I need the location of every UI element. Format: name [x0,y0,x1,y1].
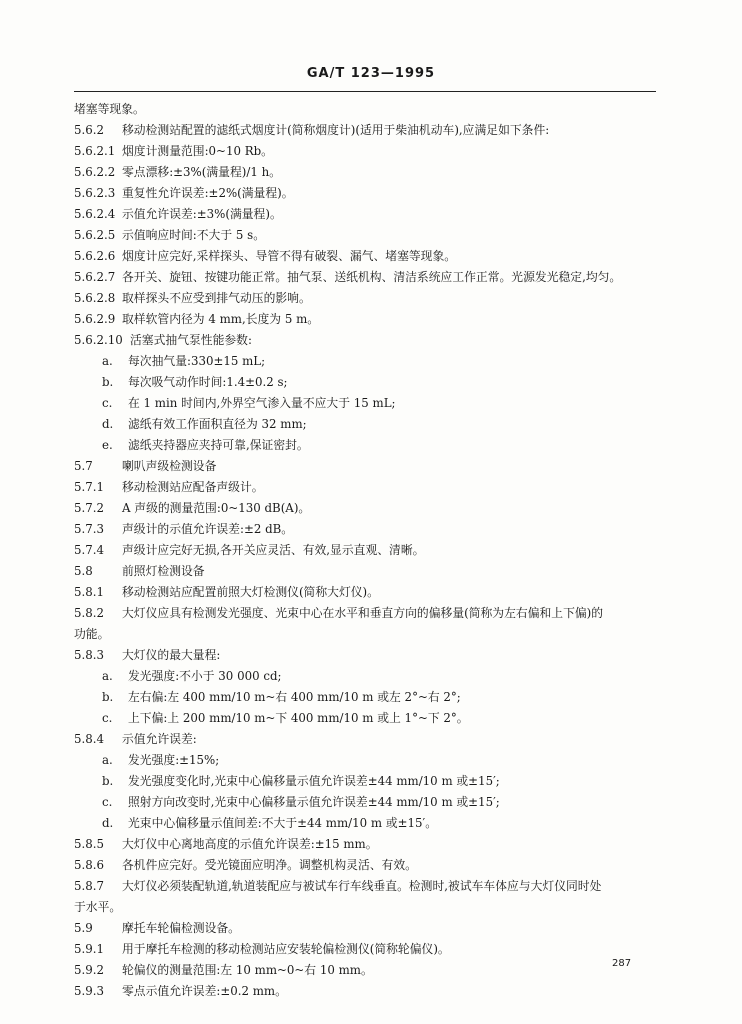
clause-line: 5.7.3 声级计的示值允许误差:±2 dB。 [74,522,294,536]
clause-line: 5.6.2.9 取样软管内径为 4 mm,长度为 5 m。 [74,312,320,326]
clause-line: 5.6.2.1 烟度计测量范围:0~10 Rb。 [74,144,273,158]
clause-line: 5.6.2.4 示值允许误差:±3%(满量程)。 [74,207,282,221]
page-number: 287 [612,958,632,969]
clause-line: 5.6.2 移动检测站配置的滤纸式烟度计(简称烟度计)(适用于柴油机动车),应满足如下条件: [74,123,550,137]
text-line: 堵塞等现象。 [74,102,145,116]
clause-line: 5.9.2 轮偏仪的测量范围:左 10 mm~0~右 10 mm。 [74,963,373,977]
section-heading: 5.7 喇叭声级检测设备 [74,459,217,473]
clause-line: 5.6.2.3 重复性允许误差:±2%(满量程)。 [74,186,294,200]
clause-line: 5.7.2 A 声级的测量范围:0~130 dB(A)。 [74,501,311,515]
clause-line: 5.7.1 移动检测站应配备声级计。 [74,480,264,494]
clause-line: 5.8.3 大灯仪的最大量程: [74,648,221,662]
clause-line: 5.6.2.7 各开关、旋钮、按键功能正常。抽气泵、送纸机构、清洁系统应工作正常。光源发光稳定,均匀。 [74,270,622,284]
list-item: d. 滤纸有效工作面积直径为 32 mm; [102,417,307,431]
page-header: GA/T 123—1995 [306,66,436,81]
section-heading: 5.9 摩托车轮偏检测设备。 [74,921,240,935]
list-item: c. 在 1 min 时间内,外界空气渗入量不应大于 15 mL; [102,396,396,410]
list-item: c. 上下偏:上 200 mm/10 m~下 400 mm/10 m 或上 1°~下 2°。 [102,711,469,725]
clause-line: 5.8.4 示值允许误差: [74,732,197,746]
clause-line: 5.8.2 大灯仪应具有检测发光强度、光束中心在水平和垂直方向的偏移量(简称为左右偏和上下偏)的 [74,606,604,620]
list-item: b. 左右偏:左 400 mm/10 m~右 400 mm/10 m 或左 2°~右 2°; [102,690,461,704]
clause-line: 5.6.2.8 取样探头不应受到排气动压的影响。 [74,291,311,305]
list-item: a. 发光强度:不小于 30 000 cd; [102,669,282,683]
clause-line: 5.9.3 零点示值允许误差:±0.2 mm。 [74,984,287,998]
clause-line: 5.8.5 大灯仪中心离地高度的示值允许误差:±15 mm。 [74,837,378,851]
list-item: d. 光束中心偏移量示值间差:不大于±44 mm/10 m 或±15′。 [102,816,437,830]
clause-line: 5.8.6 各机件应完好。受光镜面应明净。调整机构灵活、有效。 [74,858,417,872]
text-line: 于水平。 [74,900,122,914]
list-item: a. 发光强度:±15%; [102,753,220,767]
clause-line: 5.6.2.5 示值响应时间:不大于 5 s。 [74,228,266,242]
clause-line: 5.8.1 移动检测站应配置前照大灯检测仪(简称大灯仪)。 [74,585,379,599]
list-item: c. 照射方向改变时,光束中心偏移量示值允许误差±44 mm/10 m 或±15′; [102,795,500,809]
clause-line: 5.6.2.10 活塞式抽气泵性能参数: [74,333,252,347]
header-rule [74,91,656,92]
list-item: b. 发光强度变化时,光束中心偏移量示值允许误差±44 mm/10 m 或±15′; [102,774,500,788]
section-heading: 5.8 前照灯检测设备 [74,564,205,578]
list-item: a. 每次抽气量:330±15 mL; [102,354,266,368]
list-item: e. 滤纸夹持器应夹持可靠,保证密封。 [102,438,309,452]
list-item: b. 每次吸气动作时间:1.4±0.2 s; [102,375,288,389]
clause-line: 5.7.4 声级计应完好无损,各开关应灵活、有效,显示直观、清晰。 [74,543,425,557]
clause-line: 5.6.2.2 零点漂移:±3%(满量程)/1 h。 [74,165,281,179]
clause-line: 5.8.7 大灯仪必须装配轨道,轨道装配应与被试车行车线垂直。检测时,被试车车体应与大灯仪同时处 [74,879,602,893]
text-line: 功能。 [74,627,110,641]
clause-line: 5.9.1 用于摩托车检测的移动检测站应安装轮偏检测仪(简称轮偏仪)。 [74,942,450,956]
clause-line: 5.6.2.6 烟度计应完好,采样探头、导管不得有破裂、漏气、堵塞等现象。 [74,249,457,263]
